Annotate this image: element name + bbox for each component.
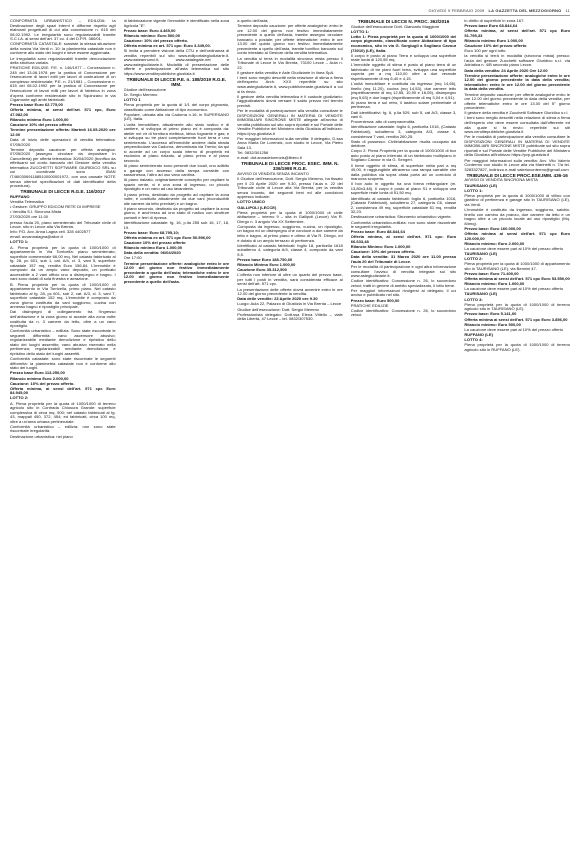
page-header: [10, 8, 570, 16]
notice-paragraph: LOTTO 2:: [10, 395, 29, 401]
notice-paragraph: Prezzo base Euro 62.775,00: [10, 102, 63, 108]
notice-paragraph: in diritto di superficie in zona 167.: [464, 19, 525, 23]
notice-paragraph: I beni sono meglio descritti nella relazione di stima a firma dell'esperto Arch. XXX reperibile su sito www.astegiudiziarie.it, www.pubblicheaste.giustizia.it a cui si fa rinvio.: [237, 74, 343, 94]
notice-paragraph: Per maggiori informazioni rivolgersi al delegato, il cui avviso e pubblicato nel sito.: [350, 287, 457, 298]
notice-paragraph: Popolare, ubicata alla via Cadorna n.16, in SUPERSANO (LE), Italia.: [123, 111, 230, 122]
notice-paragraph: LOTTO 2:: [464, 256, 483, 262]
notice-paragraph: Data della vendita: 06/04/2020: [123, 250, 181, 256]
notice-paragraph: la vendita si terrà in modalità (sincrona mista) presso: l'aula del gestore Zucchetti software Giuridico s.r.l. via Adriatica n. 4/B secondo piano Lecce.: [464, 53, 570, 68]
notice-paragraph: Cauzione Euro 35.312,500: [237, 267, 287, 273]
notice-paragraph: a quello dell'asta;: [237, 19, 269, 23]
notice-paragraph: Dr. Sergio Memmo: [123, 91, 158, 97]
notice-paragraph: Data di inizio delle operazioni di vendita telematica: 07/05/2020: [10, 137, 116, 147]
notice-paragraph: Prezzo base Euro 68.844,64: [464, 23, 518, 29]
notice-paragraph: AVVISO DI VENDITA SENZA INCANTO: [237, 170, 309, 176]
notice-paragraph: Per le modalità di partecipazione e ogni altra informazione consultare l'avviso di vendita integrale sul sito www.astegiudiziarie.it.: [350, 264, 457, 279]
header-newspaper: LA GAZZETTA DEL MEZZOGIORNO: [488, 8, 562, 13]
notice-paragraph: • Vendita S.I. Sincrona Mista: [10, 209, 62, 215]
notice-paragraph: Identificazione catastale: foglio 6, particella 1016, (Catasto Fabbricati), subalterno 3, categoria A/3, classe 4, consistenza 7 vani, rendita 260,25.: [350, 124, 457, 139]
notice-paragraph: Prezzo base: Euro 500,00: [350, 297, 400, 303]
notice-paragraph: di fabbricazione vigente l'immobile è identificato nella zona Agricola "E".: [123, 19, 230, 28]
notice-paragraph: Piena proprietà per la quota di 1000/1000 di terreno agricolo sito in RUFFANO (LE).: [464, 342, 570, 352]
notice-heading: TRIBUNALE DI LECCE PROC.ESE.IMM. 436-16: [466, 172, 568, 178]
notice-paragraph: Codice identificativo: Concessione n. 26, lo succedono veloci.: [350, 307, 457, 318]
notice-paragraph: TAURISANO (LE): [464, 291, 498, 297]
notice-paragraph: Rilancio minimo: Euro 500,00: [123, 32, 181, 38]
notice-paragraph: Il box auto in oggetto ha una forma rettangolare (m. 13,80x3,48). Il corpo è posto al piano S1 e sviluppa una superficie reale lorda di 51,50 mq.: [350, 181, 457, 196]
notice-paragraph: Rilancio minimo: Euro 2.000,00: [464, 240, 525, 246]
notice-paragraph: La cauzione deve essere pari al 10% del prezzo offerto: [464, 326, 564, 332]
column-4: [351, 19, 457, 839]
notice-paragraph: Data delle vendite: 23 Aprile 2020 ore 9.30: [237, 296, 318, 302]
notice-paragraph: Il corpo è posto al piano Terra e sviluppa una superficie reale lorda di 120,55 mq.: [350, 52, 457, 63]
notice-paragraph: Piena proprietà per la quota di 1000/1000 di terreno agricolo sito in TAURISANO (LE).: [464, 301, 570, 312]
header-page-number: 11: [565, 8, 570, 13]
notice-paragraph: Per maggiori informazioni sulla vendita: Avv. Vito Valerio Contermo con studio in Lecce alla via Marinetti n. 7/a tel. 3283327827, indirizzo e-mail valeriocontermo@gmail.com: [464, 157, 570, 172]
columns: [10, 19, 570, 839]
notice-paragraph: A. Piena proprietà per la quota di 1000/1000 di appartamento in Via Torricella: piano seminterrato; superficie commerciale 66,00 mq. Nel catasto fabbricato al fg. 28, pc 601, sub 1, cat. A/4, cl. 3, vani 5, superficie catastale 157 mq, rendita Euro 156,84. L'immobile è composto da un ampio vano deposito, un porticato accessibile a 2 vani ufficio uno a disimpegno e bagno. I vani sono dotati di sola finestra e aerazione.: [10, 244, 116, 282]
notice-paragraph: Dati identificativi: fg. 6, p.lla 529, sub 5, cat A/3, classe 3, vani 6.: [350, 109, 457, 120]
notice-paragraph: Piena proprietà per la quota di 1000/1000 di appartamento sito in TAURISANO (LE), via Bennini 47.: [464, 261, 570, 271]
notice-paragraph: RUFFANO (LE): [464, 332, 493, 338]
notice-paragraph: Professionista delegato: Dott.ssa Elena Vitiello – viale della Libertà, 47 Lecce – tel. 0832/307530.: [237, 311, 343, 322]
notice-paragraph: Piena proprietà per la quota di 1000/1000 di civile abitazione – interno 9 – sita in Gallipoli (Lecce) Via R. Dinrgo n. 3 angolo Via XX Settembre.: [237, 209, 343, 224]
notice-paragraph: Prezzo base: Euro 88.844,64: [350, 229, 405, 235]
notice-paragraph: La presentazione delle offerte dovrà avvenire entro le ore 12.00 del giorno precedente la vendita.: [237, 286, 343, 297]
column-1: [10, 19, 116, 839]
notice-paragraph: Cauzione 10% del prezzo offerto: [10, 122, 73, 128]
notice-paragraph: LOTTO UNICO: [237, 199, 265, 205]
notice-paragraph: Cauzione 10% del prezzo offerto: [464, 43, 527, 49]
notice-paragraph: Al piano seminterrato sono presenti due locali, uno adibito a garage con accesso dalla rampa carrabile con saracinesca, l'altro ad uso vano cantina.: [123, 163, 230, 178]
notice-paragraph: Dai disimpegni di collegamento tra l'ingresso dell'abitazione e la zona giorno si accede alla zona notte costituita da n. 3 camere da letto, oltre a un vano ripostiglio.: [10, 309, 116, 329]
column-3: [237, 19, 343, 839]
notice-paragraph: AVVISO DI VENDITA SINCRONA MISTA: [464, 177, 538, 183]
notice-paragraph: Termine presentazione offerte: analogiche entro le ore 12.00 del giorno precedente la data della vendita; telematiche: entro le ore 12.00 del giorno precedente la data della vendita.: [464, 72, 570, 92]
notice-paragraph: • Gestore: GRUPPO EDICOM RETE DI IMPRESE: [10, 204, 101, 210]
notice-paragraph: Destinazione urbanistica: nel piano: [10, 433, 73, 439]
notice-paragraph: Offerta minima, ai sensi dell'art. 571 cpc Euro 84.945,00: [10, 385, 116, 396]
column-2: [124, 19, 230, 839]
notice-heading: TRIBUNALE DI LECCE R.G.E. 116/2017: [20, 189, 106, 195]
notice-paragraph: Rilancio minimo Euro 1.000,00: [464, 37, 523, 43]
notice-paragraph: Il gestore della vendita telematica è il custode giudiziario: l'aggiudicatario dovrà versare il saldo prezzo nei termini previsti.: [237, 93, 343, 108]
notice-paragraph: CONFORMITÀ CATASTALE: sussiste la stessa situazione della nostra Via Verdi n. 10: la planimetria catastale non è conforme allo stato dei luoghi e deve essere aggiornata.: [10, 41, 116, 56]
notice-paragraph: Il Giudice dell'esecuzione, Dott. Sergio Memmo, ha fissato per il 23 Aprile 2020 ore 9.30, presso l'aula n. 22 del Tribunale civile di Lecce alla Via Brenta, per la vendita senza incanto, dei seguenti beni ed alle condizioni appresso indicate:: [237, 176, 343, 200]
notice-paragraph: Si invita a prendere visione della CTU e dell'ordinanza di vendita reperibili sul sito www.edilportalegiudiziarie.it, www.asteannunci.it, www.astalegale.net e www.astegiudiziarie.it. Modalità di presentazione delle offerte e partecipazione all'asta telematica sul sito https://www.venditepubbliche.giustizia.it: [123, 48, 230, 76]
notice-paragraph: Prezzo base: Euro 5.141,00: [464, 311, 517, 317]
notice-paragraph: Identificato al catasto fabbricati: foglio 18, particella 1618 subalterno 4, categoria A/4, classe 4, composto da vani 5,5.: [237, 242, 343, 257]
notice-paragraph: L'unità immobiliare è costituita da ingresso (mq 14,66), tinello (mq 11,20), cucina (mq 14,53), due camere letto (rispettivamente di mq 12,55, 10,90 e 16,05), disimpegno (mq 5,63) e due bagni (rispettivamente di mq 3,04 e 4,51).: [350, 81, 457, 100]
notice-paragraph: Prezzo base: Euro 4.465,00: [123, 27, 176, 33]
notice-paragraph: Rilancio minimo Euro 1.000,00: [123, 245, 183, 251]
notice-paragraph: Offerta minima ex art. 571 cpc: Euro 3.349,00.: [123, 43, 211, 49]
notice-paragraph: Cauzione: 10% del prezzo offerto.: [350, 249, 416, 255]
notice-paragraph: Rilancio minimo: Euro 500,00: [464, 321, 521, 327]
notice-paragraph: Stato di possesso: Civile/abitazione risulta occupato dal debitore.: [350, 138, 457, 149]
notice-paragraph: Codice identificativo: Concessione n. 26, lo succedono veloci; tratti in genere di ambito specializzato, il lotto bene.: [350, 278, 457, 288]
notice-paragraph: Rilancio minimo Euro 2.000,00: [10, 375, 69, 381]
notice-paragraph: Offerta minima ex art. 571 cpc Euro 50.596,00: [123, 234, 211, 240]
notice-paragraph: 27/03/2020 ore 11.00: [10, 214, 49, 220]
notice-paragraph: CONFORMITÀ URBANISTICO – EDILIZIA: la Destinazione degli spazi interni è difforme rispetto agli elaborati progettuali di cui alla concessione n. 615 del 08.02.1992. Le irregolarità sono regolarizzabili tramite S.C.I.A. ai sensi dell'art. 37 co. 4 del D.P.R. 380/01.: [10, 19, 116, 42]
notice-paragraph: Euro 100 per ogni lotto.: [464, 48, 507, 54]
notice-paragraph: Offerta minima, ai sensi dell'art. 571 cpc, Euro 47.082,00: [10, 107, 116, 117]
notice-paragraph: L'immobile oggetto di stima è posto al piano terra di un fabbricato di tre piani fuori terra, sviluppa una superficie coperta per a mq 110,00 oltre a due verande rispettivamente di mq 6,40 e 4,15.: [350, 62, 457, 81]
notice-paragraph: Prezzo base: Euro 68.795,10;: [123, 229, 180, 235]
notice-paragraph: L'immobile è costituito da ingresso, soggiorno, salotto, tinello con camino da pranzo, due camere da letto e un bagno oltre a un piccolo locale ad uso ripostiglio (Mq. 84mq).: [464, 207, 570, 226]
notice-paragraph: Offerta minima ai sensi dell'art. 571 cpc Euro 120.000,00: [464, 230, 570, 241]
notice-paragraph: email: avvannalagna@alice.it: [10, 234, 63, 240]
notice-paragraph: Prezzo base: Euro 160.000,00: [464, 225, 521, 231]
notice-paragraph: TAURISANO (LE): [464, 250, 498, 256]
notice-paragraph: LOTTO 1:: [350, 28, 370, 34]
notice-paragraph: GALLIPOLI (LECCE): [237, 204, 277, 210]
notice-paragraph: LOTTO 4:: [464, 337, 483, 343]
notice-paragraph: Identificato al catasto fabbricati: foglio 6, particella 1016, (Catasto Fabbricati), subalterno 27, categoria C6, classe 2, consistenza 49 mq, superficie catastale 51 mq, rendita 32,23.: [350, 195, 457, 215]
notice-paragraph: Termine presentazione offerta: Martedì 16.05.2020 ore 12.00: [10, 127, 116, 137]
notice-paragraph: PRATICHE EDILIZIE: P.E. n. 146/1977 – Concessione n. 245 del 13.06.1978 per la pratica di Concessione per l'esecuzione di lavori edili per lavori di costruzione di un complesso residenziale; P.E. n. 21/1981 – Concessione n. 615 del 08.02.1992 per la pratica di Concessione per l'esecuzione di lavori edili per lavori di fabbrica in zona d'opera conforme residenziale sito in Squinzano in via Cigamonte agli ambi fabbricati.: [10, 65, 116, 103]
notice-paragraph: I beni sono meglio descritti nella relazione di stima a firma dell'esperto che deve essere consultata dall'offerente ed alla quale si fa rinvio: reperibile sui siti www.venditepubbliche.giustizia.it: [464, 115, 570, 135]
notice-paragraph: Giudice dell'esecuzione: Dott. Sergio Memmo: [237, 306, 319, 312]
notice-paragraph: LOTTO 3:: [464, 296, 483, 302]
notice-paragraph: Prezzo base: Euro 71.400,00: [464, 270, 519, 276]
notice-paragraph: A. Piena proprietà per la quota di 1000/1000 di terreno agricolo sito in Contrada Chiusura Grande: superficie complessiva di circa mq. 900; nel catasto fabbricati al fg. 43, mappali 450, 372, 454; ed fabbricati, circa 100 mq, oltre a un'area urbana pertinenziale.: [10, 400, 116, 424]
notice-paragraph: Per maggiori informazioni sulla vendita: Il delegato, D.ssa Anna Maria De Lorenzis, con studio in Lecce, Via Pietro Sala 13.: [237, 135, 343, 150]
notice-paragraph: Rilancio minimo Euro 1.000,00: [10, 117, 69, 123]
notice-paragraph: Luogo: Aula 22, Palazzo di Giustizia in Via Brenta – Lecce: [237, 301, 342, 307]
notice-paragraph: Corpo 2: Piena Proprietà per la quota di 1000/1000 di box auto posto al piano interrato di un fabbricato multipiano in Sogliano Cavour in via G. Sengeri.: [350, 148, 457, 163]
notice-paragraph: La cauzione deve essere pari al 10% del prezzo offerto: [464, 245, 564, 251]
notice-paragraph: Il gestore della vendita è Zucchetti Software Giuridico s.r.l.: [464, 110, 569, 116]
notice-paragraph: Termine presentazione offerte: analogiche entro le ore 12.00 del giorno non festivo immediatamente precedente a quello dell'asta; telematiche entro le ore 12.00 del giorno non festivo immediatamente precedente a quello dell'asta.: [123, 260, 230, 284]
notice-paragraph: Offerta minima, ai sensi dell'art. 571 cpc Euro 51.795,33: [464, 28, 570, 38]
notice-paragraph: Rilancio Minimo Euro 1.000,00: [237, 262, 296, 268]
notice-paragraph: B. Piena proprietà per la quota di 1000/1000 di appartamento in Via Torricella, primo piano. Nel catasto fabbricato al fg. 28, pc 601, sub 2, cat. A/3, cl. 3, vani 7, superficie catastale 152 mq. L'immobile è composto da zona giorno costituita da vani soggiorno, cucina con annesso bagno e ripostiglio principale.: [10, 281, 116, 310]
notice-paragraph: La cauzione deve essere pari al 10% del prezzo offerto: [464, 286, 564, 292]
notice-paragraph: Giudice dell'esecuzione Dott. Giancarlo Maggiore: [350, 23, 440, 29]
notice-paragraph: e-mail: dot.annadelorenzis@libero.it: [237, 155, 302, 161]
notice-paragraph: TAURISANO (LE): [464, 182, 498, 188]
notice-paragraph: Data della vendita: 31 Marzo 2020 ore 11.00 presso l'aula 20 del Tribunale di Lecce.: [350, 254, 457, 264]
notice-paragraph: Cauzione: 10% del prezzo offerto.: [10, 380, 75, 386]
notice-paragraph: Identificazione catastale: fg. 16, p.lla 255 sub 16, 17, 18, 19.: [123, 219, 230, 230]
notice-paragraph: Per le modalità di partecipazione alla vendita consultare le DISPOSIZIONI GENERALI IN MATERIA DI VENDITE IMMOBILIARI SINCRONE MISTE allegate all'avviso di vendita pubblicato sul sito sopra riportati e sul Portale delle Vendite Pubbliche del Ministero della Giustizia all'indirizzo: https://pvp.giustizia.it: [237, 107, 343, 136]
notice-paragraph: Conformità urbanistico-edilizia: non sono state riscontrate le seguenti irregolarità.: [350, 219, 457, 230]
notice-paragraph: Le irregolarità sono regolarizzabili tramite denunciazione della struttura variata.: [10, 55, 116, 66]
notice-paragraph: Piena proprietà per la quota di 1000/1000 di villino con giardino di pertinenza e garage sito in TAURISANO (LE), via Verdi.: [464, 192, 570, 207]
notice-paragraph: Cauzione 10% del prezzo offerto: [123, 239, 186, 245]
notice-paragraph: Prezzo base Euro 188.750,00: [237, 256, 293, 262]
notice-paragraph: Termine deposito cauzione: per offerte analogiche entro le ore 12.00 del giorno precedente la data della vendita; per offerte telematiche entro le ore 13.00 del 5° giorno precedente.: [464, 91, 570, 111]
notice-paragraph: Il piano secondo, destinato da progetto ad ospitare la zona giorno, è anch'esso ad uno stato di rustico con strutture portanti e ferri di ripresa.: [123, 205, 230, 220]
column-5: [464, 19, 570, 839]
notice-paragraph: presso l'aula 20, piano seminterrato del Tribunale civile di Lecce, sito in Lecce alla Via Brenta.: [10, 219, 116, 230]
notice-paragraph: Conformità urbanistico – edilizia: non sono state riscontrate irregolarità.: [10, 423, 116, 434]
notice-paragraph: Offerta minima ai sensi dell'art. 571 cpc Euro 53.550,00: [464, 276, 570, 282]
notice-paragraph: LOTTO 1: [123, 97, 141, 102]
notice-paragraph: Vendita Telematica: [10, 198, 44, 204]
notice-paragraph: Lotto 1: Piena proprietà per la quota di 1000/1000 del corpo pignorato, classificato come Abitazione di tipo economico, sito in via G. Sorgiugli a Sogliano Cavour (73010) (LE), Italia.: [350, 33, 457, 53]
notice-heading: TRIBUNALE DI LECCE PROC. ESEC. IMM. N. 336/1998 R.G.E.: [241, 161, 339, 172]
notice-paragraph: Tel. 0832/301256: [237, 150, 269, 156]
notice-heading: TRIBUNALE DI LECCE N. PROC. 362/2016: [357, 19, 450, 24]
notice-paragraph: Provenienza: atto di compravendita.: [350, 119, 416, 125]
notice-heading: TRIBUNALE DI LECCE P.E. n. 188/2019 R.G.E. IMM.: [126, 77, 227, 88]
notice-paragraph: Termine deposito cauzione: per offerta analogica: 07/05/2020 (assegno circolare da depositare in Cancelleria) per offerta telematica: 30/04/2020 (bonifico da effettuarsi sul conto bancario del Gestore della vendita telematica ZUCCHETTI SOFTWARE GIURIDICO SRL su cui coordinate sono IBAN IT46I0306911885100000001972, con una causale NOTE senza ulteriori specificazioni di dati identificativi della procedura).: [10, 146, 116, 189]
notice-paragraph: Destinazione urbanistica: Strumento urbanistico vigente.: [350, 214, 452, 220]
notice-paragraph: Offerta minima ai sensi dell'art. 571 cpc Euro 3.856,00: [464, 316, 568, 322]
notice-paragraph: Offerta minima, ai sensi dell'art. 571 cpc: Euro 66.633,48: [350, 234, 457, 244]
notice-paragraph: PRATICHE EDILIZIE: [350, 302, 389, 308]
notice-paragraph: Conformità urbanistico – edilizia: Sono state riscontrate le seguenti difformità: vano ascensore abusivo; regolarizzabile mediante demolizione e ripristino dello stato dei luoghi assentito; vano abusivo riservato nella pertinenza; regolarizzabili mediante demolizione e ripristino dello stato dei luoghi assentiti.: [10, 328, 116, 356]
notice-paragraph: Il bene oggetto di stima, di superficie netta pari a mq 49,00, è raggiungibile attraverso una rampa carrabile che dalla pubblica via sopra citata porta ad un corridoio di manovra scoperto.: [350, 162, 457, 182]
notice-paragraph: Rilancio Minimo: Euro 1.000,00: [350, 244, 411, 250]
notice-paragraph: L'unità immobiliare, attualmente allo stato rustico e di cantiere, si sviluppa al primo piano ed è composta da: atelier nel vir di fornitura elettrica, idrica fognante e gas; e si sviluppa su tre piani completamente fuori terra e uno seminterrato. L'accesso all'immobile avviene dalla strada perpendicolare via Cadorna, denominata via Trento; da qui si accede ad un corpo scala interno di proprietà ed esclusivo al piano rialzato, al piano primo e al piano secondo.: [123, 121, 230, 163]
notice-paragraph: Giudice dell'esecuzione: [123, 86, 166, 92]
notice-paragraph: LOTTO 1:: [10, 239, 29, 245]
notice-paragraph: Data della vendita: 24 Aprile 2020 Ore 12.00: [464, 67, 548, 73]
notice-paragraph: Cauzione: 10% del prezzo offerto.: [123, 37, 189, 43]
notice-paragraph: Composta da ingresso, soggiorno, cucina, un ripostiglio, un bagno ed un disimpegno che conduce a due camere da letto e bagno, al primo piano e ultimo di Via R. Dinrgo, ed è dotato di un ampio terrazzo di pertinenza.: [237, 223, 343, 243]
notice-paragraph: Conformità catastale: sono state riscontrate le seguenti difformità: la planimetria catastale non è conforme allo stato dei luoghi.: [10, 356, 116, 371]
notice-paragraph: Ore 17:00: [123, 255, 142, 261]
notice-paragraph: Al piano rialzato, originariamente concepito per ospitare lo spazio verde, vi è una zona di ingresso, un piccolo ripostiglio e un vano ad uso lavanderia.: [123, 177, 230, 192]
notice-paragraph: Termine deposito cauzione: per offerte analogiche: entro le ore 12.00 del giorno non festivo immediatamente precedente a quello dell'asta, tramite assegno circolare bancario o postale; per offerte telematiche: entro le ore 13.00 del quinto giorno non festivo immediatamente precedente a quello dell'asta, tramite bonifico bancario sul conto intestato al Gestore della vendita telematica.: [237, 23, 343, 56]
notice-paragraph: Prezzo base Euro 113.250,00: [10, 370, 65, 376]
notice-paragraph: Rilancio minimo: Euro 1.000,00: [464, 281, 525, 287]
notice-paragraph: L'offerta non inferiore di oltre un quarto del prezzo base, per tutti i posti in vendita, sarà considerata efficace ai sensi dell'art. 571 cpc.: [237, 272, 343, 287]
header-date: GIOVEDÌ 9 FEBBRAIO 2009: [428, 8, 485, 13]
notice-paragraph: Info: P.D. Avv. Anna Lagna cell. 328 4402577: [10, 229, 91, 235]
notice-paragraph: LOTTO 1:: [464, 187, 483, 193]
notice-paragraph: Il piano primo, destinato da progetto ad ospitare la zona notte, è costituito attualmente da due vani (riconducibili alle camere da letto previste) e un bagno.: [123, 191, 230, 206]
notice-paragraph: Piena proprietà per la quota di 1/1 del corpo pignorato, classificato come Abitazione di tipo economico.: [123, 102, 230, 112]
notice-paragraph: RUFFANO: [10, 193, 30, 199]
notice-paragraph: La vendita si terrà in modalità sincrona mista presso il Tribunale di Lecce in Via Brenta, 73100 Lecce – Aula n. 22.: [237, 55, 343, 70]
notice-paragraph: Il gestore della vendita è Aste Giudiziarie In linea SpA.: [237, 69, 335, 75]
notice-paragraph: Al piano terra e sul retro, il lastrico solare perimetrale di pertinenza.: [350, 99, 457, 110]
notice-paragraph: Per le modalità di partecipazione alla vendita consultare le DISPOSIZIONI GENERALI IN MATERIA DI VENDITE IMMOBILIARI SINCRONE MISTE pubblicate sul sito sopra riportati e sul Portale delle Vendite Pubbliche del Ministero della Giustizia all'indirizzo https://pvp.giustizia.it: [464, 134, 570, 158]
